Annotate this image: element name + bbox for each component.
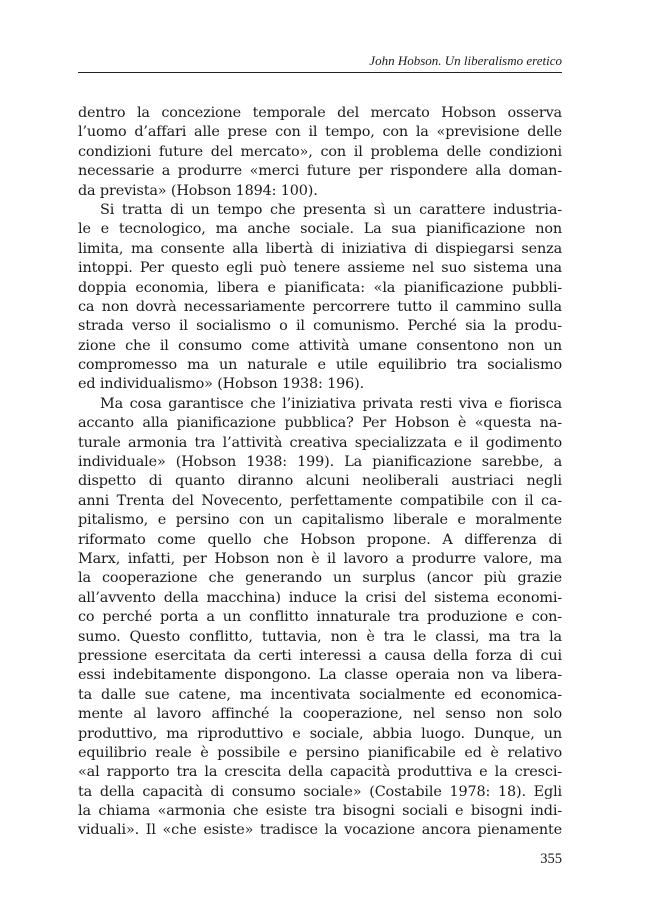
text-line: dentro la concezione temporale del mercato Hobson osserva: [78, 105, 562, 121]
text-line: sumo. Questo conflitto, tuttavia, non è tra le classi, ma tra la: [78, 628, 562, 645]
text-line: la cooperazione che generando un surplus (ancor più grazie: [78, 570, 562, 587]
text-line: «al rapporto tra la crescita della capacità produttiva e la cresci-: [78, 764, 562, 781]
text-line: Marx, infatti, per Hobson non è il lavoro a produrre valore, ma: [78, 550, 562, 567]
text-line: Si tratta di un tempo che presenta sì un carattere industria-: [100, 201, 562, 218]
running-header: John Hobson. Un liberalismo eretico: [369, 53, 562, 68]
text-line: ca non dovrà necessariamente percorrere tutto il cammino sulla: [78, 298, 562, 315]
text-line: le e tecnologico, ma anche sociale. La sua pianificazione non: [78, 221, 562, 238]
paragraph-2: [78, 201, 562, 395]
text-line: strada verso il socialismo o il comunismo. Perché sia la produ-: [78, 318, 562, 335]
text-line: individuale» (Hobson 1938: 199). La pianificazione sarebbe, a: [78, 454, 562, 471]
text-line: pressione esercitata da certi interessi a causa della forza di cui: [78, 647, 562, 664]
paragraph-1: [78, 104, 562, 201]
text-line: necessarie a produrre «merci future per rispondere alla doman-: [78, 163, 562, 180]
text-line: da prevista» (Hobson 1894: 100).: [78, 182, 318, 199]
text-line: equilibrio reale è possibile e persino pianificabile ed è relativo: [78, 744, 562, 761]
text-line: riformato come quello che Hobson propone. A differenza di: [78, 531, 562, 548]
text-line: compromesso ma un naturale e utile equilibrio tra socialismo: [78, 357, 562, 374]
text-line: limita, ma consente alla libertà di iniziativa di dispiegarsi senza: [78, 240, 562, 257]
text-line: viduali». Il «che esiste» tradisce la vocazione ancora pienamente: [78, 822, 562, 839]
page-number: 355: [540, 851, 562, 867]
text-line: produttivo, ma riproduttivo e sociale, abbia luogo. Dunque, un: [78, 725, 562, 742]
paragraph-3: [78, 395, 562, 841]
text-line: co perché porta a un conflitto innaturale tra produzione e con-: [78, 609, 562, 626]
text-line: mente al lavoro affinché la cooperazione, nel senso non solo: [78, 706, 562, 723]
text-line: all’avvento della macchina) induce la crisi del sistema economi-: [78, 589, 562, 606]
text-line: pitalismo, e persino con un capitalismo liberale e moralmente: [78, 512, 562, 529]
text-line: ed individualismo» (Hobson 1938: 196).: [78, 376, 364, 393]
body-text: [78, 104, 562, 841]
text-line: dispetto di quanto diranno alcuni neoliberali austriaci negli: [78, 473, 562, 490]
text-line: essi indebitamente dispongono. La classe operaia non va libera-: [78, 667, 562, 684]
text-line: ta dalle sue catene, ma incentivata socialmente ed economica-: [78, 686, 562, 703]
text-line: turale armonia tra l’attività creativa specializzata e il godimento: [78, 434, 562, 451]
text-line: doppia economia, libera e pianificata: «la pianificazione pubbli-: [78, 279, 562, 296]
text-line: zione che il consumo come attività umane consentono non un: [78, 337, 562, 354]
text-line: l’uomo d’affari alle prese con il tempo, con la «previsione delle: [78, 124, 562, 141]
text-line: Ma cosa garantisce che l’iniziativa privata resti viva e fiorisca: [100, 395, 562, 412]
text-line: condizioni future del mercato», con il problema delle condizioni: [78, 143, 562, 160]
text-line: anni Trenta del Novecento, perfettamente compatibile con il ca-: [78, 492, 562, 509]
text-line: ta della capacità di consumo sociale» (Costabile 1978: 18). Egli: [78, 783, 562, 800]
header-rule: [78, 72, 562, 73]
text-line: intoppi. Per questo egli può tenere assieme nel suo sistema una: [78, 260, 562, 277]
text-line: la chiama «armonia che esiste tra bisogni sociali e bisogni indi-: [78, 803, 562, 820]
text-line: accanto alla pianificazione pubblica? Per Hobson è «questa na-: [78, 415, 562, 432]
